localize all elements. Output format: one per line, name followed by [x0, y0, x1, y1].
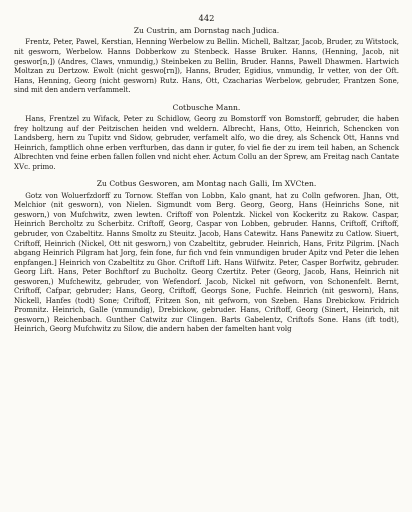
section-heading-custrin: Zu Custrin, am Dornstag nach Judica. — [133, 26, 280, 35]
section-body-custrin: Frentz, Peter, Pawel, Kerstian, Henning Werbelow zu Bellin. Michell, Baltzar, Jacob, Bruder, zu Witstock, nit gesworn, Werbelow. Hanns Dobberkow zu Stenbeck. Hasse Bruker. Hanns, (Henning, Jacob, nit geswor[n,]) (Andres, Claws, vnmundig,) Steinbeken zu Bellin, Bruder. Hanns, Pawell Dhawmen. Hartwich Moltzan zu Dertzow. Ewolt (nicht geswo[rn]), Hanns, Bruder, Egidius, vnmundig, Ir vetter, von der Oft. Hans, Henning, Georg (nicht gesworn) Rutz. Hans, Ott, Czacharias Werbelow, gebruder, Frantzen Sone, sind mit den andern verfammelt. — [14, 37, 399, 95]
section-heading-cotbus-gesworen: Zu Cotbus Gesworen, am Montag nach Galli, Im XVCten. — [96, 179, 317, 189]
page-number: 442 — [198, 13, 215, 23]
section-body-cotbusche-mann: Hans, Frentzel zu Wifack, Peter zu Schidlow, Georg zu Bomstorff von Bomstorff, gebruder, die haben frey holtzung auf der Peitzischen heiden vnd weldern. Albrecht, Hans, Otto, Heinrich, Schencken von Landsberg, hern zu Tupitz vnd Sidow, gebruder, verfamelt alfo, wo die drey, als Schenck Ott, Hanns vnd Heinrich, famptlich ohne erben verfturben, das dann ir guter, fo viel fie der zu irem teil haben, an Schenck Albrechten vnd feine erben fallen follen vnd nicht eher. Actum Collu an der Sprew, am Freitag nach Cantate XVc. primo. — [14, 114, 399, 171]
section-body-cotbus-gesworen: Gotz von Woluerfzdorff zu Tornow. Steffan von Lobbn, Kalo gnant, hat zu Colln gefworen. Jhan, Ott, Melchior (nit gesworn), von Nielen. Sigmundt vom Berg. Georg, Georg, Hans (Heinrichs Sone, nit gesworn,) von Mufchwitz, zwen lewten. Criftoff von Polentzk. Nickel von Kockeritz zu Rakow. Caspar, Heinrich Bercholtz zu Scherbitz. Criftoff, Georg, Caspar von Lobben, gebruder. Hanns, Criftoff, Criftoff, gebruder, von Czabeltitz. Hanns Smoltz zu Steuitz. Jacob, Hans Catewitz. Hans Panewitz zu Catlow. Siuert, Criftoff, Heinrich (Nickel, Ott nit gesworn,) von Czabeltitz, gebruder. Heinrich, Hans, Fritz Pilgrim. [Nach abgang Heinrich Pilgram hat Jorg, fein fone, fur fich vnd fein vnmundigen bruder Apitz vnd Peter die lehen enpfangen.] Heinrich von Czabeltitz zu Ghor. Criftoff Lift. Hans Wilfwitz. Peter, Casper Borfwitz, gebruder. Georg Lift. Hans, Peter Bochftorf zu Bucholtz. Georg Czertitz. Peter (Georg, Jacob, Hans, Heinrich nit gesworen,) Mufchewitz, gebruder, von Wefendorf. Jacob, Nickel nit gefworn, von Schonenfelt. Bernt, Criftoff, Cafpar, gebruder; Hans, Georg, Criftoff, Georgs Sone, Fuchfe. Heinrich (nit gesworn), Hans, Nickell, Hanfes (todt) Sone; Criftoff, Fritzen Son, nit gefworn, von Szeben. Hans Drebickow. Fridrich Promnitz. Heinrich, Galle (vnmundig), Drebickow, gebruder. Hans, Criftoff, Georg (Sinert, Heinrich, nit gesworn,) Reichenbach. Gunther Catwitz zur Clingen. Barts Gabelentz, Criftofs Sone. Hans (ift todt), Heinrich, Georg Mufchwitz zu Silow, die andern haben der famelten hant volg — [14, 190, 399, 334]
section-heading-cotbusche-mann: Cotbusche Mann. — [172, 102, 241, 112]
